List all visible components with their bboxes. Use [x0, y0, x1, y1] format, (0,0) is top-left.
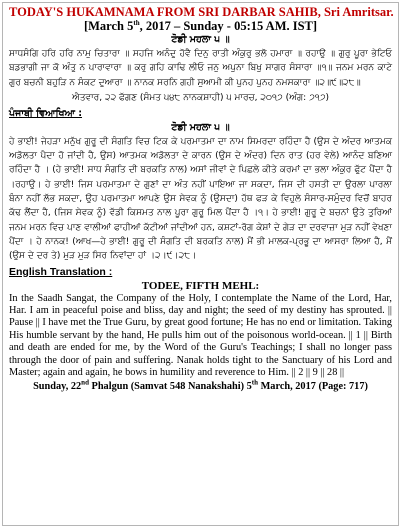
english-date-part: Sunday, 22 [33, 381, 82, 393]
vyakhya-text: ਹੇ ਭਾਈ! ਜੇਹੜਾ ਮਨੁੱਖ ਗੁਰੂ ਦੀ ਸੰਗਤਿ ਵਿਚ ਟਿਕ ਕੇ ਪਰਮਾਤਮਾ ਦਾ ਨਾਮ ਸਿਮਰਦਾ ਰਹਿੰਦਾ ਹੈ (ਉਸ ਦੇ ਅੰਦਰ ਆਤਮਕ ਅਡੋਲਤਾ ਪੈਦਾ ਹੋ ਜਾਂਦੀ ਹੈ, ਉਸ) ਆਤਮਕ ਅਡੋਲਤਾ ਦੇ ਕਾਰਨ (ਉਸ ਦੇ ਅੰਦਰ) ਦਿਨ ਰਾਤ (ਹਰ ਵੇਲੇ) ਆਨੰਦ ਬਣਿਆ ਰਹਿੰਦਾ ਹੈ । (ਹੇ ਭਾਈ! ਸਾਧ ਸੰਗਤਿ ਦੀ ਬਰਕਤਿ ਨਾਲ) ਅਸਾਂ ਜੀਵਾਂ ਦੇ ਪਿਛਲੇ ਕੀਤੇ ਕਰਮਾਂ ਦਾ ਭਲਾ ਅੰਕੁਰ ਫੁੱਟ ਪੈਂਦਾ ਹੈ ।ਰਹਾਉ। ਹੇ ਭਾਈ! ਜਿਸ ਪਰਮਾਤਮਾ ਦੇ ਗੁਣਾਂ ਦਾ ਅੰਤ ਨਹੀਂ ਪਾਇਆ ਜਾ ਸਕਦਾ, ਜਿਸ ਦੀ ਹਸਤੀ ਦਾ ਉਰਲਾ ਪਾਰਲਾ ਬੰਨਾ ਨਹੀਂ ਲੱਭ ਸਕਦਾ, ਉਹ ਪਰਮਾਤਮਾ ਆਪਣੇ ਉਸ ਸੇਵਕ ਨੂੰ (ਉਸਦਾ) ਹੱਥ ਫੜ ਕੇ ਵਿਹੁਲੇ ਸੰਸਾਰ-ਸਮੁੰਦਰ ਵਿਚੋਂ ਬਾਹਰ ਕੱਢ ਲੈਂਦਾ ਹੈ, (ਜਿਸ ਸੇਵਕ ਨੂੰ) ਵੱਡੀ ਕਿਸਮਤ ਨਾਲ ਪੂਰਾ ਗੁਰੂ ਮਿਲ ਪੈਂਦਾ ਹੈ ।੧। ਹੇ ਭਾਈ! ਗੁਰੂ ਦੇ ਬਚਨਾਂ ਉਤੇ ਤੁਰਿਆਂ ਜਨਮ ਮਰਨ ਵਿਚ ਪਾਣ ਵਾਲੀਆਂ ਫਾਹੀਆਂ ਕੱਟੀਆਂ ਜਾਂਦੀਆਂ ਹਨ, ਕਸ਼ਟਾਂ-ਰੋਗ ਕੇਸ਼ਾਂ ਦੇ ਗੇੜ ਦਾ ਦਰਵਾਜ਼ਾ ਮੁੜ ਨਹੀਂ ਵੇਖਣਾ ਪੈਂਦਾ । ਹੇ ਨਾਨਕ! (ਆਖ—ਹੇ ਭਾਈ! ਗੁਰੂ ਦੀ ਸੰਗਤਿ ਦੀ ਬਰਕਤਿ ਨਾਲ) ਮੈਂ ਭੀ ਮਾਲਕ-ਪ੍ਰਭੂ ਦਾ ਆਸਰਾ ਲਿਆ ਹੈ, ਮੈਂ (ਉਸ ਦੇ ਦਰ ਤੇ) ਮੁੜ ਮੁੜ ਸਿਰ ਨਿਵਾਂਦਾ ਹਾਂ ।੨।੯।੨੮। [9, 136, 392, 262]
gurbani-heading: ਟੋਡੀ ਮਹਲਾ ੫ ॥ [171, 34, 230, 45]
punjabi-vyakhya-label: ਪੰਜਾਬੀ ਵਿਆਖਿਆ : [9, 107, 83, 119]
english-heading: TODEE, FIFTH MEHL: [141, 279, 260, 292]
english-translation-text: In the Saadh Sangat, the Company of the Holy, I contemplate the Name of the Lord, Har, Har. I am in peaceful poise and bliss, day and night; the seed of my destiny has sprouted. || Pause || I have met the True Guru, by great good fortune; He has no end or limitation. Taking His humble servant by the hand, He pulls him out of the poisonous world-ocean. || 1 || Birth and death are ended for me, by the Word of the Guru's Teachings; I shall no longer pass through the door of pain and suffering. Nanak holds tight to the Sanctuary of his Lord and Master; again and again, he bows in humility and reverence to Him. || 2 || 9 || 28 || [9, 292, 392, 378]
english-date-rest: March, 2017 (Page: 717) [258, 381, 368, 393]
hukamnama-document [2, 2, 399, 526]
english-translation-label: English Translation : [9, 265, 113, 278]
punjabi-date: ਐਤਵਾਰ, ੨੨ ਫੱਗਣ (ਸੰਮਤ ੫੪੮ ਨਾਨਕਸ਼ਾਹੀ) ੫ ਮਾਰਚ, ੨੦੧੭ (ਅੰਗ: ੭੧੭) [71, 92, 330, 103]
title-date-suffix: th [133, 18, 140, 27]
english-date-suffix-1: nd [81, 378, 89, 387]
title-date-rest: , 2017 – Sunday - 05:15 AM. IST] [139, 19, 318, 33]
vyakhya-heading: ਟੋਡੀ ਮਹਲਾ ੫ ॥ [171, 121, 230, 133]
english-date [9, 380, 392, 393]
gurbani-text: ਸਾਧਸੰਗਿ ਹਰਿ ਹਰਿ ਨਾਮੁ ਚਿਤਾਰਾ ॥ ਸਹਜਿ ਅਨੰਦੁ ਹੋਵੈ ਦਿਨੁ ਰਾਤੀ ਅੰਕੁਰੁ ਭਲੋ ਹਮਾਰਾ ॥ ਰਹਾਉ ॥ ਗੁਰੁ ਪੂਰਾ ਭੇਟਿਓ ਬਡਭਾਗੀ ਜਾ ਕੋ ਅੰਤੁ ਨ ਪਾਰਾਵਾਰਾ ॥ ਕਰੁ ਗਹਿ ਕਾਢਿ ਲੀਓ ਜਨੁ ਅਪੁਨਾ ਬਿਖੁ ਸਾਗਰ ਸੰਸਾਰਾ ॥੧॥ ਜਨਮ ਮਰਨ ਕਾਟੇ ਗੁਰ ਬਚਨੀ ਬਹੁੜਿ ਨ ਸੰਕਟ ਦੁਆਰਾ ॥ ਨਾਨਕ ਸਰਨਿ ਗਹੀ ਸੁਆਮੀ ਕੀ ਪੁਨਹ ਪੁਨਹ ਨਮਸਕਾਰਾ ॥੨॥੯॥੨੮॥ [9, 49, 392, 88]
english-date-middle: Phalgun (Samvat 548 Nanakshahi) 5 [88, 381, 252, 393]
english-date-suffix-2: th [251, 378, 258, 387]
title-date-part: [March 5 [83, 19, 134, 33]
title-line-1: TODAY'S HUKAMNAMA FROM SRI DARBAR SAHIB, Sri Amritsar. [9, 5, 394, 19]
document-title [9, 5, 392, 33]
title-line-2 [9, 19, 392, 33]
